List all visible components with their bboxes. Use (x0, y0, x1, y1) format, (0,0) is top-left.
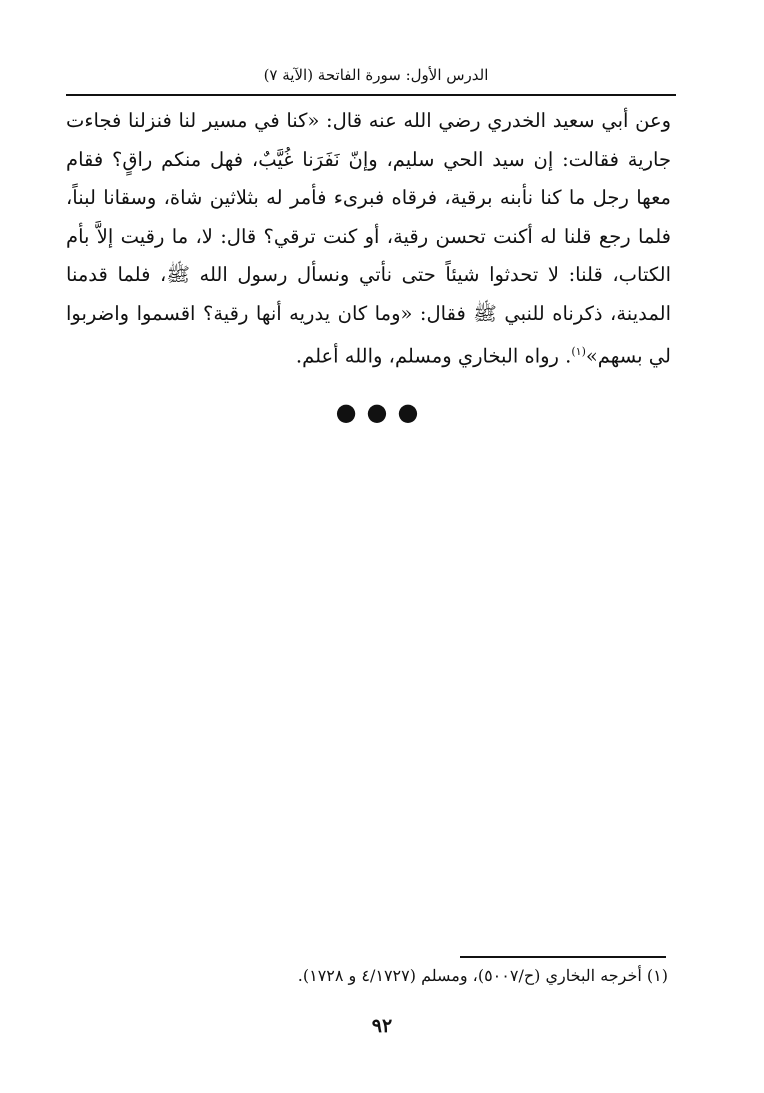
paragraph-text: وعن أبي سعيد الخدري رضي الله عنه قال: «كنا في مسير لنا فنزلنا فجاءت جارية فقالت: إن سيد الحي سليم، وإنّ نَفَرَنا غُيَّبٌ، فهل منكم راقٍ؟ فقام معها رجل ما كنا نأبنه برقية، فرقاه فبرىء فأمر له بثلاثين شاة، وسقانا لبناً، فلما رجع قلنا له أكنت تحسن رقية، أو كنت ترقي؟ قال: لا، ما رقيت إلاَّ بأم الكتاب، قلنا: لا تحدثوا شيئاً حتى نأتي ونسأل رسول الله ﷺ، فلما قدمنا المدينة، ذكرناه للنبي ﷺ فقال: «وما كان يدريه أنها رقية؟ اقسموا واضربوا لي بسهم» (66, 109, 671, 368)
page-number: ٩٢ (371, 1015, 393, 1037)
running-header: الدرس الأول: سورة الفاتحة (الآية ٧) (263, 66, 489, 84)
paragraph-end-text: . رواه البخاري ومسلم، والله أعلم. (295, 344, 572, 368)
main-text (66, 102, 671, 376)
header-divider (66, 94, 676, 96)
body-paragraph (66, 102, 671, 376)
footnote: (١) أخرجه البخاري (ح/٥٠٠٧)، ومسلم (٤/١٧٢٧ و ١٧٢٨). (297, 966, 668, 985)
footnote-divider (460, 956, 666, 958)
section-separator: ●●● (335, 398, 429, 426)
footnote-reference: (١) (571, 345, 586, 358)
